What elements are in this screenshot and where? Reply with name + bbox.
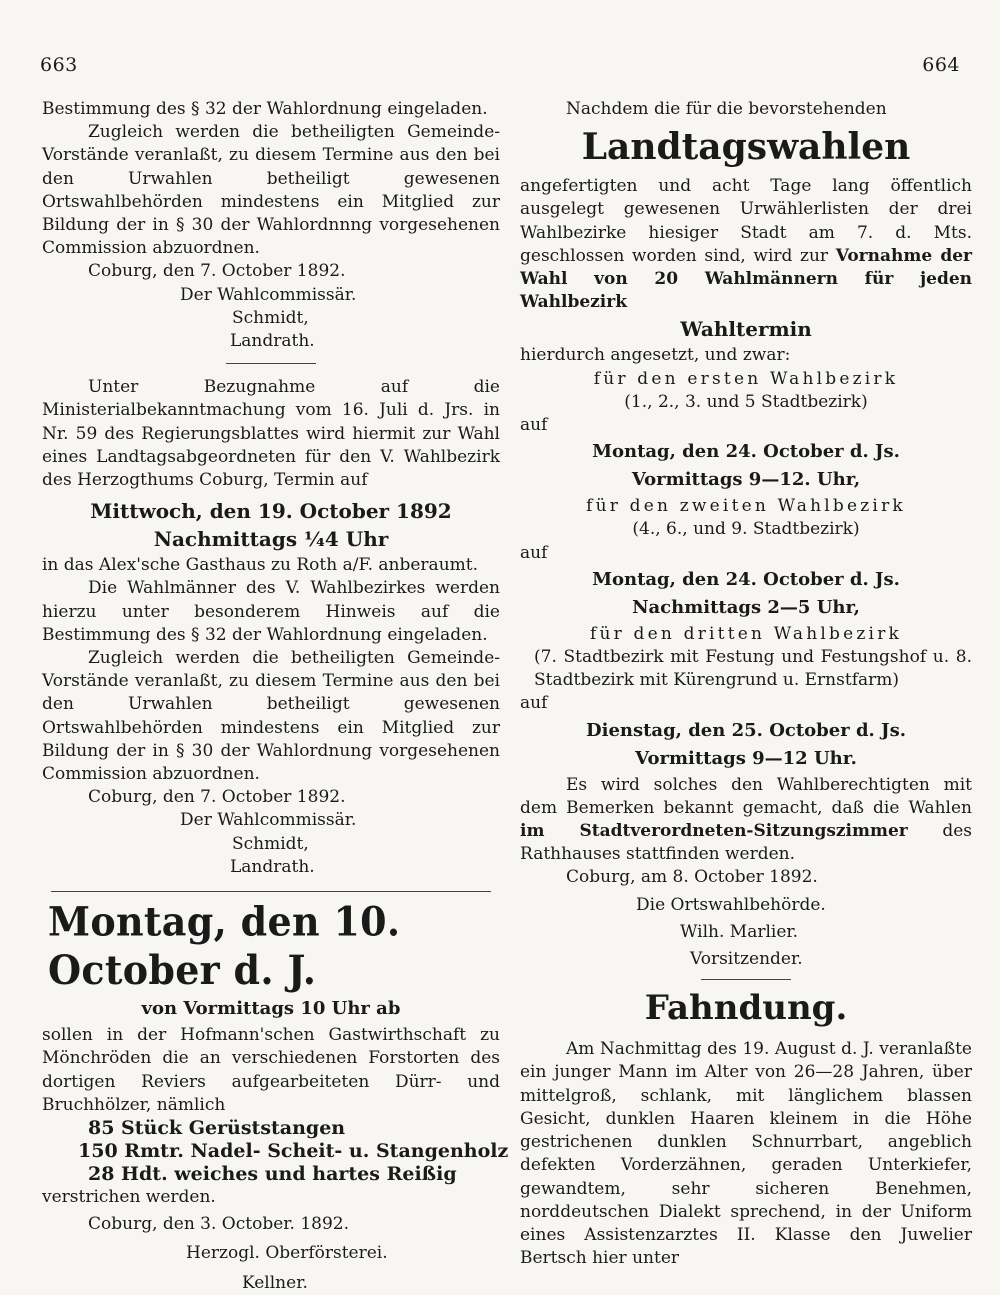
notice-2-paragraph-1: Die Wahlmänner des V. Wahlbezirkes werden hierzu unter besonderem Hinweis auf die Bestimmung des § 32 der Wahlordnung eingeladen. [42, 578, 500, 645]
notice-2-signature-name: Schmidt, [232, 833, 309, 854]
district-2-label: für den zweiten Wahlbezirk [586, 496, 906, 517]
notice-2-place: in das Alex'sche Gasthaus zu Roth a/F. anberaumt. [42, 555, 478, 576]
notice-3-place-date: Coburg, den 3. October. 1892. [88, 1214, 350, 1235]
notice-3-body: sollen in der Hofmann'schen Gastwirthschaft zu Mönchröden die an verschiedenen Forstorten des dortigen Reviers aufgearbeiteten Dürr- und Bruchhölzer, nämlich [42, 1025, 500, 1115]
notice-4-body-text: angefertigten und acht Tage lang öffentlich ausgelegt gewesenen Urwählerlisten der drei Wahlbezirke hiesiger Stadt am 7. d. Mts. geschlossen worden sind, wird zur [520, 176, 972, 266]
district-1-date: Montag, den 24. October d. Js. [592, 441, 900, 463]
notice-5-body: Am Nachmittag des 19. August d. J. veranlaßte ein junger Mann im Alter von 26—28 Jahren, über mittelgroß, schlank, mit länglichem blassen Gesicht, dunklen Haaren kleinem in die Höhe gestrichenen dunklen Schnurrbart, angeblich defekten Vorderzähnen, geraden Unterkiefer, gewandtem, sehr sicheren Benehmen, norddeutschen Dialekt sprechend, in der Uniform eines Assistenzarztes II. Klasse den Juwelier Bertsch hier unter [520, 1039, 972, 1269]
divider [226, 363, 316, 364]
page-number-right: 664 [922, 54, 960, 76]
notice-4-body [520, 175, 972, 314]
district-1-parts: (1., 2., 3. und 5 Stadtbezirk) [624, 391, 868, 412]
notice-4-hierdurch: hierdurch angesetzt, und zwar: [520, 345, 791, 366]
district-3-time: Vormittags 9—12 Uhr. [635, 747, 857, 769]
notice-1-signature-title: Landrath. [230, 331, 315, 352]
district-1-time: Vormittags 9—12. Uhr, [631, 469, 861, 491]
divider [51, 891, 491, 892]
notice-2-place-date: Coburg, den 7. October 1892. [88, 787, 346, 808]
right-column [520, 98, 972, 1270]
notice-3-signature-name: Kellner. [242, 1272, 308, 1293]
notice-3-verb: verstrichen werden. [42, 1186, 216, 1207]
district-2-auf: auf [520, 542, 548, 563]
notice-4-closing-a: Es wird solches den Wahlberechtigten mit dem Bemerken bekannt gemacht, daß die Wahlen [520, 774, 972, 818]
notice-3-office: Herzogl. Oberförsterei. [186, 1243, 388, 1264]
district-3-label: für den dritten Wahlbezirk [589, 623, 903, 644]
left-column [42, 98, 509, 1295]
notice-2-paragraph-2: Zugleich werden die betheiligten Gemeinde-Vorstände veranlaßt, zu diesem Termine aus den bei den Urwahlen betheiligt gewesenen Ortswahlbehörden mindestens ein Mitglied zur Bildung der in § 30 der Wahlordnung vorgesehenen Commission abzuordnen. [42, 648, 500, 785]
notice-4-intro: Nachdem die für die bevorstehenden [566, 99, 887, 119]
notice-2-time: Nachmittags ¼4 Uhr [153, 527, 389, 552]
district-1-auf: auf [520, 415, 548, 436]
district-1-label: für den ersten Wahlbezirk [593, 368, 899, 389]
district-2-parts: (4., 6., und 9. Stadtbezirk) [632, 519, 860, 540]
notice-4-closing-bold: im Stadtverordneten-Sitzungszimmer [520, 821, 908, 842]
notice-3-subheadline: von Vormittags 10 Uhr ab [141, 998, 401, 1020]
district-2-date: Montag, den 24. October d. Js. [592, 568, 900, 590]
notice-1-office: Der Wahlcommissär. [180, 284, 357, 305]
notice-1-continuation: Bestimmung des § 32 der Wahlordnung eingeladen. [42, 99, 488, 119]
notice-4-closing-b: des Rathhauses stattfinden werden. [520, 821, 973, 865]
notice-4-closing [520, 774, 972, 867]
notice-4-signature-title: Vorsitzender. [690, 949, 803, 970]
notice-4-signature-name: Wilh. Marlier. [680, 921, 799, 942]
notice-2-signature-title: Landrath. [230, 856, 315, 877]
notice-4-wahltermin: Wahltermin [680, 317, 812, 342]
notice-1-signature-name: Schmidt, [232, 307, 309, 328]
notice-4-place-date: Coburg, am 8. October 1892. [566, 867, 818, 888]
notice-4-headline: Landtagswahlen [581, 126, 911, 169]
notice-1-paragraph: Zugleich werden die betheiligten Gemeinde-Vorstände veranlaßt, zu diesem Termine aus den bei den Urwahlen betheiligt gewesenen Ortswahlbehörden mindestens ein Mitglied zur Bildung der in § 30 der Wahlordnnng vorgesehenen Commission abzuordnen. [42, 122, 500, 259]
notice-2-date: Mittwoch, den 19. October 1892 [90, 499, 452, 524]
notice-2-office: Der Wahlcommissär. [180, 810, 357, 831]
district-3-date: Dienstag, den 25. October d. Js. [586, 719, 906, 741]
notice-3-item-1: 85 Stück Gerüststangen [88, 1116, 346, 1139]
notice-3-item-3: 28 Hdt. weiches und hartes Reißig [88, 1162, 457, 1185]
divider [701, 979, 791, 980]
notice-1-place-date: Coburg, den 7. October 1892. [88, 261, 346, 282]
notice-3-item-2: 150 Rmtr. Nadel- Scheit- u. Stangenholz [78, 1139, 509, 1162]
notice-3-headline: Montag, den 10. October d. J. [48, 897, 401, 994]
district-3-parts: (7. Stadtbezirk mit Festung und Festungshof u. 8. Stadtbezirk mit Kürengrund u. Ernstfarm) [534, 647, 972, 691]
district-2-time: Nachmittags 2—5 Uhr, [632, 596, 860, 618]
notice-2-intro: Unter Bezugnahme auf die Ministerialbekanntmachung vom 16. Juli d. Jrs. in Nr. 59 des Regierungsblattes wird hiermit zur Wahl eines Landtagsabgeordneten für den V. Wahlbezirk des Herzogthums Coburg, Termin auf [42, 377, 500, 491]
notice-4-body-bold: Vornahme der Wahl von 20 Wahlmännern für jeden Wahlbezirk [520, 245, 972, 313]
district-3-auf: auf [520, 693, 548, 714]
notice-5-headline: Fahndung. [644, 988, 848, 1029]
page-number-left: 663 [40, 54, 78, 76]
notice-4-office: Die Ortswahlbehörde. [636, 894, 826, 915]
